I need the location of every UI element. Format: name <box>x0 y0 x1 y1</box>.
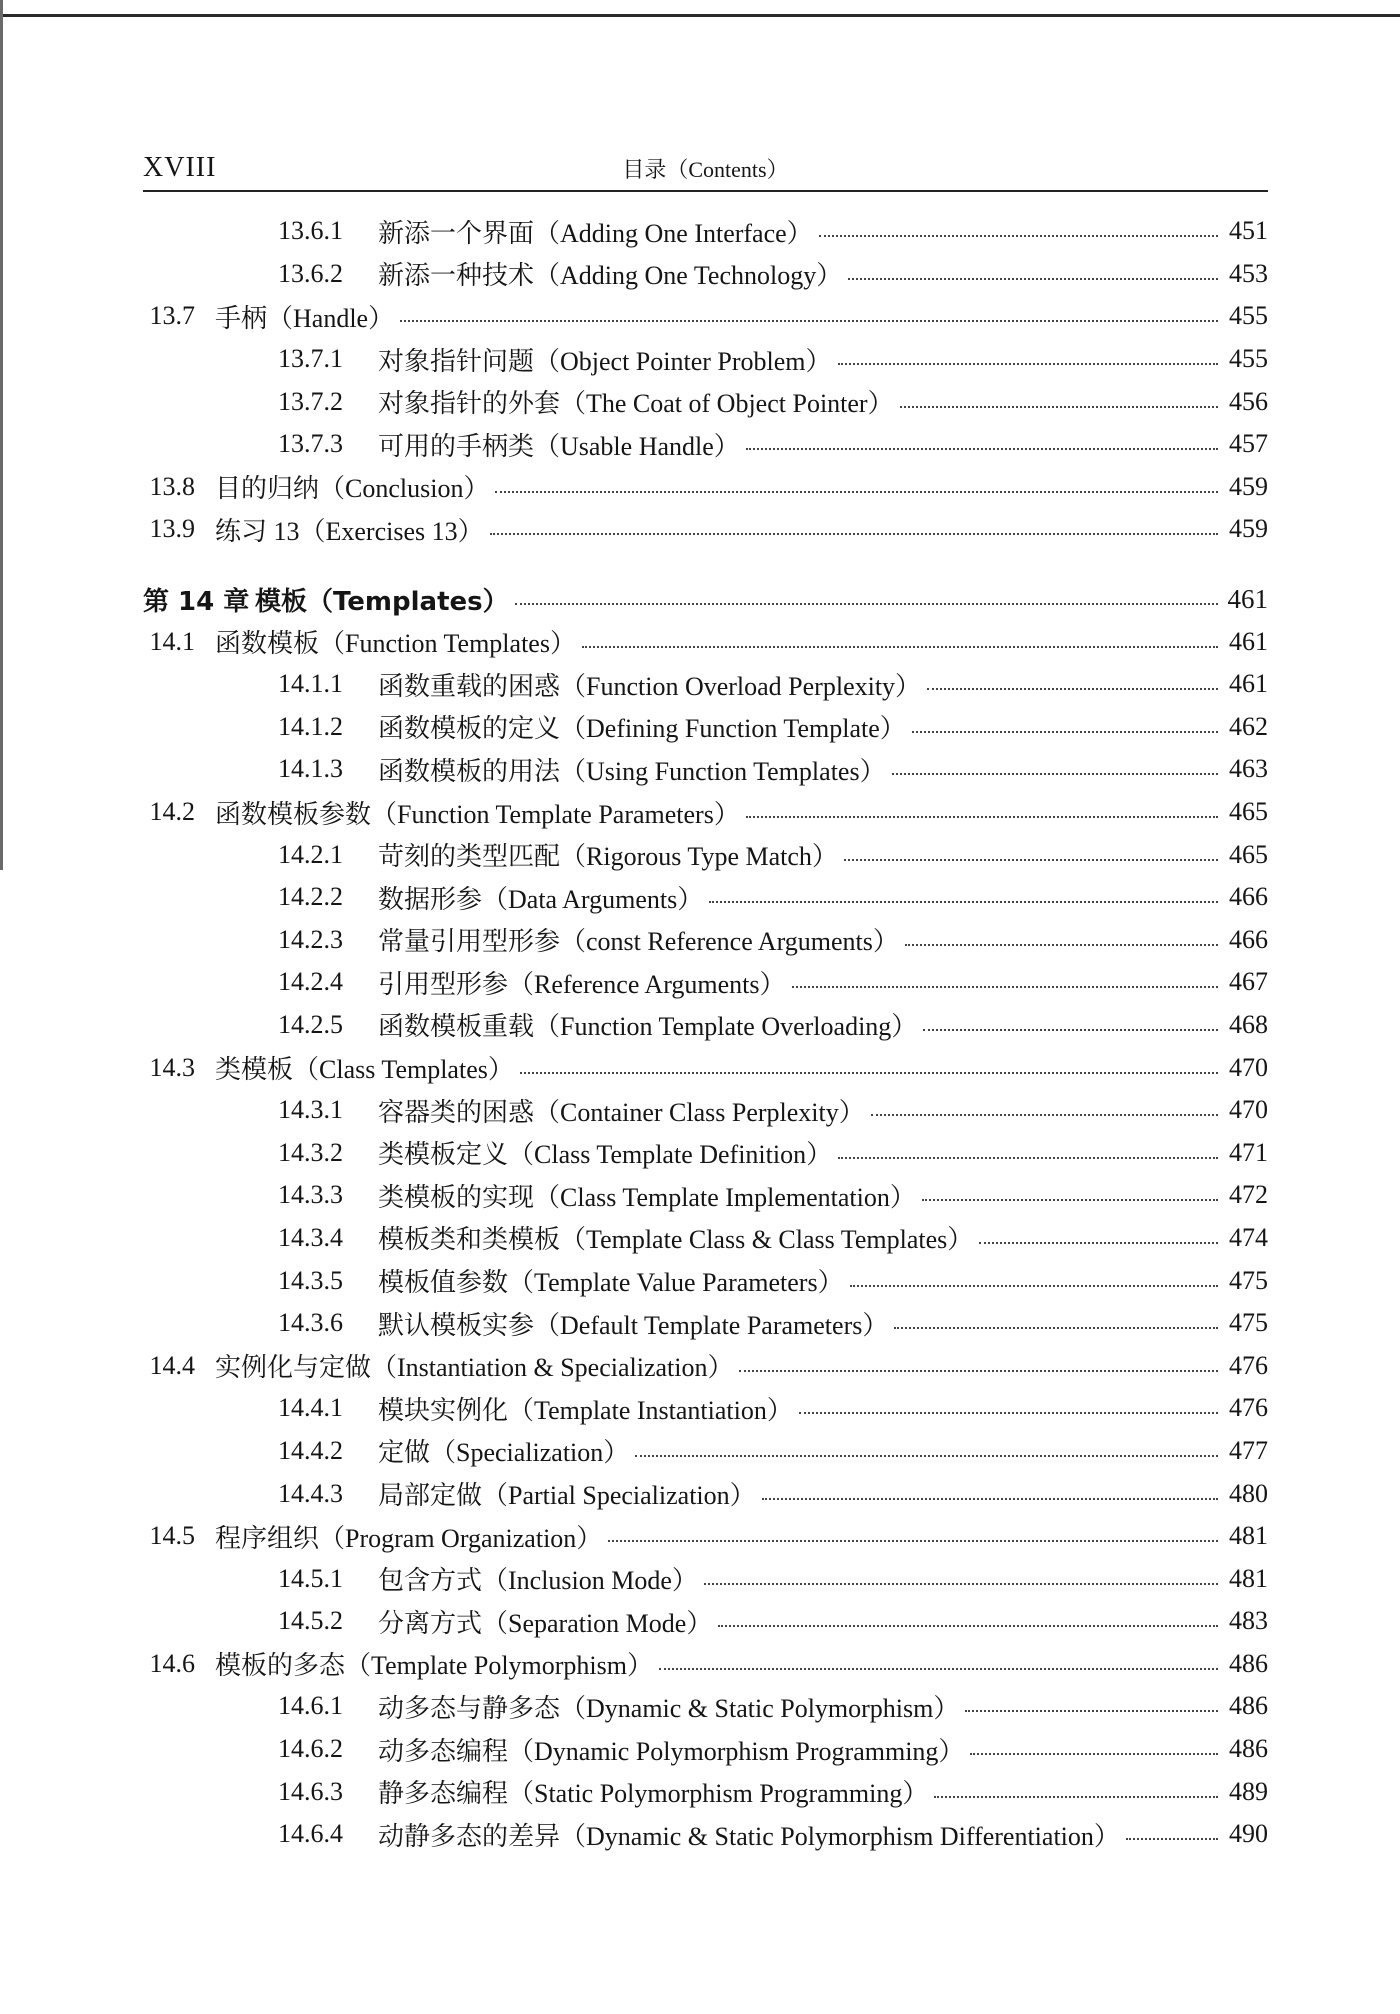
toc-entry-page: 475 <box>1229 1308 1268 1338</box>
page-number: XVIII <box>143 152 217 183</box>
page-header <box>143 150 1268 192</box>
toc-entry-number: 14.2.3 <box>278 924 343 954</box>
toc-entry-title: 函数模板（Function Templates） <box>215 629 576 659</box>
toc-entry-title: 手柄（Handle） <box>215 303 395 333</box>
toc-entry-page: 475 <box>1229 1265 1268 1295</box>
toc-subsection-entry[interactable] <box>143 1089 1268 1132</box>
toc-entry-number: 13.6.2 <box>278 258 343 288</box>
toc-entry-page: 483 <box>1229 1606 1268 1636</box>
running-head: 目录（Contents） <box>622 157 789 182</box>
toc-entry-page: 465 <box>1229 839 1268 869</box>
toc-entry-title: 新添一种技术（Adding One Technology） <box>378 261 843 291</box>
toc-entry-title: 程序组织（Program Organization） <box>215 1523 603 1553</box>
toc-entry-page: 486 <box>1229 1691 1268 1721</box>
toc-entry-title: 包含方式（Inclusion Mode） <box>378 1566 698 1596</box>
dot-leader <box>520 1072 1218 1074</box>
toc-entry-page: 461 <box>1229 669 1268 699</box>
toc-entry-number: 14.3.6 <box>278 1308 343 1338</box>
toc-section-entry[interactable] <box>143 508 1268 551</box>
toc-entry-page: 465 <box>1229 797 1268 827</box>
toc-entry-page: 476 <box>1229 1350 1268 1380</box>
toc-entry-number: 14.3.2 <box>278 1137 343 1167</box>
toc-entry-number: 13.8 <box>149 471 195 501</box>
toc-entry-number: 14.4 <box>149 1350 195 1380</box>
toc-entry-number: 14.2.1 <box>278 839 343 869</box>
toc-entry-number: 14.6.2 <box>278 1734 343 1764</box>
toc-subsection-entry[interactable] <box>143 1217 1268 1260</box>
dot-leader <box>894 1327 1218 1329</box>
toc-entry-title: 函数模板参数（Function Template Parameters） <box>215 799 740 829</box>
toc-entry-title: 模板的多态（Template Polymorphism） <box>215 1651 653 1681</box>
toc-subsection-entry[interactable] <box>143 1430 1268 1473</box>
toc-entry-number: 14.1.3 <box>278 754 343 784</box>
toc-entry-page: 471 <box>1229 1137 1268 1167</box>
toc-subsection-entry[interactable] <box>143 663 1268 706</box>
toc-entry-number: 14.6.1 <box>278 1691 343 1721</box>
toc-subsection-entry[interactable] <box>143 1302 1268 1345</box>
toc-entry-number: 14.3.4 <box>278 1222 343 1252</box>
toc-entry-title: 苛刻的类型匹配（Rigorous Type Match） <box>378 842 838 872</box>
toc-section-entry[interactable] <box>143 791 1268 834</box>
toc-entry-title: 练习 13（Exercises 13） <box>215 516 484 546</box>
dot-leader <box>799 1412 1218 1414</box>
toc-subsection-entry[interactable] <box>143 380 1268 423</box>
toc-entry-page: 457 <box>1229 429 1268 459</box>
toc-entry-title: 类模板的实现（Class Template Implementation） <box>378 1182 916 1212</box>
toc-subsection-entry[interactable] <box>143 1472 1268 1515</box>
toc-entry-number: 13.7.3 <box>278 429 343 459</box>
toc-entry-page: 486 <box>1229 1648 1268 1678</box>
dot-leader <box>900 406 1218 408</box>
toc-entry-title: 动多态与静多态（Dynamic & Static Polymorphism） <box>378 1693 960 1723</box>
toc-entry-title: 引用型形参（Reference Arguments） <box>378 969 786 999</box>
dot-leader <box>746 448 1218 450</box>
toc-entry-title: 局部定做（Partial Specialization） <box>378 1481 756 1511</box>
toc-entry-title: 函数模板重载（Function Template Overloading） <box>378 1012 918 1042</box>
toc-entry-number: 14.1.1 <box>278 669 343 699</box>
toc-section-entry[interactable] <box>143 1046 1268 1089</box>
toc-subsection-entry[interactable] <box>143 338 1268 381</box>
toc-subsection-entry[interactable] <box>143 1557 1268 1600</box>
toc-entry-page: 461 <box>1227 583 1268 614</box>
toc-entry-page: 466 <box>1229 924 1268 954</box>
toc-entry-title: 动多态编程（Dynamic Polymorphism Programming） <box>378 1736 965 1766</box>
toc-subsection-entry[interactable] <box>143 748 1268 791</box>
toc-entry-number: 14.3.1 <box>278 1095 343 1125</box>
toc-entry-number: 14.5.1 <box>278 1563 343 1593</box>
toc-subsection-entry[interactable] <box>143 1174 1268 1217</box>
dot-leader <box>965 1710 1218 1712</box>
toc-subsection-entry[interactable] <box>143 1259 1268 1302</box>
toc-entry-title: 默认模板实参（Default Template Parameters） <box>378 1310 889 1340</box>
toc-entry-title: 动静多态的差异（Dynamic & Static Polymorphism Differentiation） <box>378 1821 1120 1851</box>
toc-entry-page: 490 <box>1229 1819 1268 1849</box>
toc-entry-page: 476 <box>1229 1393 1268 1423</box>
toc-section-entry[interactable] <box>143 1515 1268 1558</box>
dot-leader <box>746 816 1218 818</box>
toc-entry-title: 函数重载的困惑（Function Overload Perplexity） <box>378 671 922 701</box>
dot-leader <box>927 688 1218 690</box>
dot-leader <box>718 1625 1218 1627</box>
toc-entry-number: 14.3.3 <box>278 1180 343 1210</box>
dot-leader <box>844 859 1218 861</box>
toc-subsection-entry[interactable] <box>143 1728 1268 1771</box>
toc-entry-number: 14.6.3 <box>278 1776 343 1806</box>
dot-leader <box>923 1029 1218 1031</box>
toc-entry-page: 461 <box>1229 626 1268 656</box>
toc-entry-title: 对象指针问题（Object Pointer Problem） <box>378 346 832 376</box>
toc-entry-title: 类模板定义（Class Template Definition） <box>378 1140 833 1170</box>
toc-entry-title: 数据形参（Data Arguments） <box>378 884 704 914</box>
dot-leader <box>762 1498 1218 1500</box>
toc-entry-page: 481 <box>1229 1563 1268 1593</box>
toc-chapter-entry[interactable] <box>143 578 1268 621</box>
toc-entry-number: 14.5.2 <box>278 1606 343 1636</box>
toc-entry-title: 可用的手柄类（Usable Handle） <box>378 431 740 461</box>
top-border-line <box>0 14 1400 17</box>
toc-entry-number: 14.6.4 <box>278 1819 343 1849</box>
toc-entry-page: 468 <box>1229 1009 1268 1039</box>
dot-leader <box>979 1242 1218 1244</box>
toc-entry-page: 470 <box>1229 1095 1268 1125</box>
dot-leader <box>838 363 1218 365</box>
dot-leader <box>838 1157 1218 1159</box>
dot-leader <box>608 1540 1218 1542</box>
toc-subsection-entry[interactable] <box>143 1387 1268 1430</box>
toc-entry-number: 14.2 <box>149 797 195 827</box>
toc-section-entry[interactable] <box>143 1344 1268 1387</box>
toc-entry-number: 14.4.2 <box>278 1435 343 1465</box>
toc-entry-number: 14.2.4 <box>278 967 343 997</box>
dot-leader <box>709 901 1218 903</box>
toc-entry-title: 模板类和类模板（Template Class & Class Templates） <box>378 1225 974 1255</box>
left-border-line <box>0 0 3 870</box>
toc-entry-title: 函数模板的用法（Using Function Templates） <box>378 756 886 786</box>
toc-subsection-entry[interactable] <box>143 1131 1268 1174</box>
dot-leader <box>792 986 1219 988</box>
toc-entry-page: 459 <box>1229 471 1268 501</box>
toc-subsection-entry[interactable] <box>143 1600 1268 1643</box>
toc-entry-title: 对象指针的外套（The Coat of Object Pointer） <box>378 389 894 419</box>
dot-leader <box>495 491 1218 493</box>
toc-entry-page: 489 <box>1229 1776 1268 1806</box>
toc-entry-page: 451 <box>1229 216 1268 246</box>
toc-subsection-entry[interactable] <box>143 876 1268 919</box>
toc-entry-page: 453 <box>1229 258 1268 288</box>
toc-entry-number: 14.1.2 <box>278 711 343 741</box>
toc-subsection-entry[interactable] <box>143 961 1268 1004</box>
toc-entry-title: 模板值参数（Template Value Parameters） <box>378 1268 844 1298</box>
dot-leader <box>922 1199 1218 1201</box>
toc-section-entry[interactable] <box>143 295 1268 338</box>
toc-entry-title: 定做（Specialization） <box>378 1438 630 1468</box>
toc-entry-page: 455 <box>1229 344 1268 374</box>
dot-leader <box>970 1753 1218 1755</box>
toc-entry-title: 新添一个界面（Adding One Interface） <box>378 218 813 248</box>
toc-entry-page: 481 <box>1229 1521 1268 1551</box>
dot-leader <box>905 944 1218 946</box>
toc-entry-page: 463 <box>1229 754 1268 784</box>
toc-entry-title: 模块实例化（Template Instantiation） <box>378 1395 793 1425</box>
toc-entry-page: 466 <box>1229 882 1268 912</box>
toc-entry-number: 13.7.1 <box>278 344 343 374</box>
toc-entry-number: 14.3 <box>149 1052 195 1082</box>
toc-entry-number: 13.7 <box>149 301 195 331</box>
toc-entry-page: 480 <box>1229 1478 1268 1508</box>
dot-leader <box>659 1668 1218 1670</box>
toc-subsection-entry[interactable] <box>143 1813 1268 1856</box>
toc-entry-title: 实例化与定做（Instantiation & Specialization） <box>215 1353 734 1383</box>
dot-leader <box>739 1370 1218 1372</box>
toc-subsection-entry[interactable] <box>143 253 1268 296</box>
toc-entry-page: 456 <box>1229 386 1268 416</box>
toc-entry-number: 14.4.1 <box>278 1393 343 1423</box>
dot-leader <box>515 603 1218 605</box>
dot-leader <box>912 731 1218 733</box>
toc-entry-page: 472 <box>1229 1180 1268 1210</box>
dot-leader <box>704 1583 1218 1585</box>
dot-leader <box>490 533 1218 535</box>
toc-entry-number: 14.6 <box>149 1648 195 1678</box>
dot-leader <box>400 320 1218 322</box>
toc-subsection-entry[interactable] <box>143 1004 1268 1047</box>
toc-entry-number: 13.7.2 <box>278 386 343 416</box>
toc-subsection-entry[interactable] <box>143 210 1268 253</box>
toc-entry-number: 14.4.3 <box>278 1478 343 1508</box>
toc-entry-page: 467 <box>1229 967 1268 997</box>
toc-entry-title: 函数模板的定义（Defining Function Template） <box>378 714 906 744</box>
toc-entry-page: 459 <box>1229 514 1268 544</box>
toc-entry-title: 分离方式（Separation Mode） <box>378 1608 713 1638</box>
toc-entry-number: 14.5 <box>149 1521 195 1551</box>
toc-entry-number: 14.2.5 <box>278 1009 343 1039</box>
toc-entry-number: 第 14 章 <box>143 586 250 617</box>
toc-entry-page: 486 <box>1229 1734 1268 1764</box>
header-rule <box>143 190 1268 192</box>
toc-entry-page: 455 <box>1229 301 1268 331</box>
toc-entry-number: 13.9 <box>149 514 195 544</box>
toc-subsection-entry[interactable] <box>143 706 1268 749</box>
dot-leader <box>871 1114 1218 1116</box>
toc-entry-number: 14.2.2 <box>278 882 343 912</box>
dot-leader <box>819 235 1218 237</box>
dot-leader <box>934 1796 1218 1798</box>
toc-entry-page: 474 <box>1229 1222 1268 1252</box>
toc-entry-title: 模板（Templates） <box>255 586 509 617</box>
toc-section-entry[interactable] <box>143 1643 1268 1686</box>
toc-entry-number: 14.1 <box>149 626 195 656</box>
toc-entry-title: 目的归纳（Conclusion） <box>215 474 490 504</box>
table-of-contents <box>143 210 1268 1856</box>
dot-leader <box>850 1285 1218 1287</box>
toc-subsection-entry[interactable] <box>143 1685 1268 1728</box>
toc-entry-page: 462 <box>1229 711 1268 741</box>
toc-section-entry[interactable] <box>143 466 1268 509</box>
toc-entry-title: 常量引用型形参（const Reference Arguments） <box>378 927 899 957</box>
dot-leader <box>848 278 1218 280</box>
toc-entry-title: 静多态编程（Static Polymorphism Programming） <box>378 1779 929 1809</box>
toc-subsection-entry[interactable] <box>143 919 1268 962</box>
toc-subsection-entry[interactable] <box>143 833 1268 876</box>
toc-entry-page: 470 <box>1229 1052 1268 1082</box>
dot-leader <box>635 1455 1218 1457</box>
toc-entry-page: 477 <box>1229 1435 1268 1465</box>
toc-entry-title: 类模板（Class Templates） <box>215 1055 514 1085</box>
toc-subsection-entry[interactable] <box>143 423 1268 466</box>
toc-entry-title: 容器类的困惑（Container Class Perplexity） <box>378 1097 865 1127</box>
toc-entry-number: 13.6.1 <box>278 216 343 246</box>
toc-entry-number: 14.3.5 <box>278 1265 343 1295</box>
toc-subsection-entry[interactable] <box>143 1770 1268 1813</box>
dot-leader <box>582 646 1218 648</box>
toc-section-entry[interactable] <box>143 620 1268 663</box>
dot-leader <box>892 773 1218 775</box>
dot-leader <box>1126 1838 1218 1840</box>
